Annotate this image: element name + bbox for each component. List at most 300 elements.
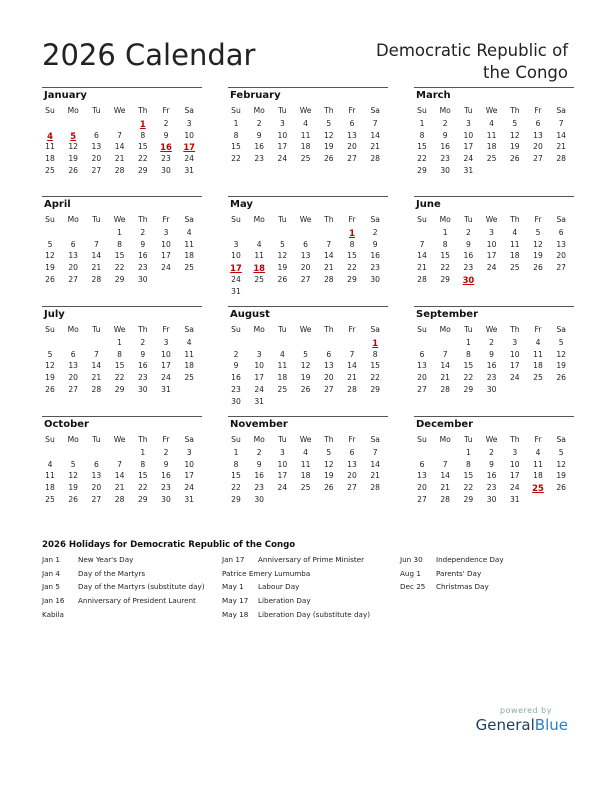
- month-name: December: [416, 419, 474, 430]
- weekday-label: Fr: [534, 325, 542, 334]
- day-cell: 14: [417, 251, 427, 261]
- day-cell: 7: [93, 239, 99, 249]
- day-cell: 2: [372, 228, 378, 237]
- day-cell: 13: [68, 361, 79, 371]
- day-cell: 3: [465, 119, 471, 128]
- day-cell: 3: [279, 448, 285, 457]
- day-cell: 10: [277, 130, 288, 140]
- weekday-label: Mo: [439, 106, 451, 115]
- day-cell: 18: [486, 142, 497, 152]
- day-cell: 20: [556, 251, 567, 261]
- holiday-column: [400, 553, 504, 594]
- day-cell: 30: [161, 494, 171, 504]
- holiday-date: Dec 25: [400, 582, 426, 592]
- holiday-name: Anniversary of President Laurent: [78, 596, 196, 606]
- day-cell: 25: [300, 483, 311, 493]
- holiday-column: [222, 553, 370, 621]
- weekday-label: Th: [510, 435, 520, 444]
- day-cell: 12: [323, 459, 334, 469]
- month-name: January: [44, 90, 87, 101]
- day-cell: 6: [558, 228, 564, 237]
- weekday-label: We: [113, 106, 126, 115]
- day-cell: 19: [323, 142, 334, 152]
- month-name: November: [230, 419, 288, 430]
- day-cell: 11: [254, 251, 265, 261]
- day-cell: 27: [91, 165, 102, 175]
- day-cell: 21: [440, 373, 451, 383]
- day-cell: 27: [533, 154, 543, 164]
- weekday-label: Sa: [370, 325, 380, 334]
- holiday-day-cell: 25: [532, 483, 544, 494]
- day-cell: 6: [303, 239, 309, 249]
- day-cell: 31: [184, 494, 195, 504]
- day-cell: 1: [117, 228, 123, 237]
- holiday-day-cell: 1: [139, 119, 146, 129]
- day-cell: 11: [486, 130, 497, 140]
- weekday-label: Tu: [278, 215, 287, 224]
- holiday-entry: [222, 567, 370, 581]
- day-cell: 11: [184, 349, 195, 359]
- day-cell: 29: [347, 274, 357, 284]
- day-cell: 1: [465, 448, 471, 457]
- day-cell: 5: [70, 459, 76, 469]
- weekday-label: Fr: [348, 435, 356, 444]
- day-cell: 23: [161, 483, 171, 493]
- day-cell: 3: [489, 228, 495, 237]
- weekday-label: Th: [138, 325, 148, 334]
- day-cell: 2: [140, 228, 146, 237]
- day-cell: 29: [231, 494, 241, 504]
- day-cell: 4: [489, 119, 495, 128]
- day-cell: 25: [486, 154, 497, 164]
- holiday-name: Kabila: [42, 609, 64, 619]
- holiday-name: Patrice Emery Lumumba: [222, 568, 311, 578]
- day-cell: 21: [323, 263, 334, 273]
- day-cell: 20: [323, 373, 334, 383]
- day-cell: 17: [277, 142, 288, 152]
- holiday-entry: [400, 553, 504, 567]
- weekday-label: Mo: [253, 435, 265, 444]
- day-cell: 16: [440, 142, 451, 152]
- holiday-date: Jun 30: [400, 555, 423, 564]
- holiday-date: Jan 1: [42, 555, 60, 564]
- weekday-label: Fr: [348, 106, 356, 115]
- day-cell: 19: [45, 373, 55, 383]
- day-cell: 20: [91, 483, 102, 493]
- weekday-label: We: [299, 435, 312, 444]
- day-cell: 7: [419, 239, 425, 249]
- day-cell: 13: [300, 251, 311, 261]
- day-cell: 29: [370, 384, 381, 394]
- day-cell: 20: [68, 263, 79, 273]
- day-cell: 30: [370, 274, 381, 284]
- day-cell: 4: [186, 338, 192, 347]
- day-cell: 3: [163, 228, 169, 237]
- day-cell: 11: [277, 361, 288, 371]
- day-cell: 12: [323, 130, 334, 140]
- day-cell: 10: [277, 459, 288, 469]
- day-cell: 16: [231, 373, 241, 383]
- day-cell: 6: [326, 349, 332, 359]
- day-cell: 15: [347, 251, 357, 261]
- day-cell: 18: [45, 154, 55, 164]
- day-cell: 13: [323, 361, 334, 371]
- day-cell: 17: [161, 361, 171, 371]
- holiday-entry: [42, 594, 205, 608]
- day-cell: 23: [370, 263, 381, 273]
- day-cell: 3: [256, 349, 262, 359]
- day-cell: 4: [279, 349, 285, 359]
- day-cell: 5: [512, 119, 518, 128]
- day-cell: 23: [254, 154, 265, 164]
- day-cell: 2: [163, 119, 169, 128]
- day-cell: 9: [465, 239, 471, 249]
- weekday-label: Sa: [556, 435, 566, 444]
- day-cell: 6: [419, 349, 425, 359]
- weekday-label: Th: [138, 215, 148, 224]
- day-cell: 6: [93, 130, 99, 140]
- day-cell: 1: [233, 448, 239, 457]
- day-cell: 28: [114, 494, 125, 504]
- day-cell: 30: [254, 494, 265, 504]
- day-cell: 21: [91, 373, 102, 383]
- day-cell: 26: [300, 384, 311, 394]
- holiday-day-cell: 17: [230, 263, 242, 274]
- day-cell: 14: [91, 251, 102, 261]
- day-cell: 2: [256, 448, 262, 457]
- day-cell: 29: [463, 494, 474, 504]
- day-cell: 12: [533, 239, 543, 249]
- day-cell: 20: [347, 471, 357, 481]
- day-cell: 19: [509, 142, 520, 152]
- weekday-label: Th: [324, 215, 334, 224]
- day-cell: 20: [533, 142, 543, 152]
- day-cell: 23: [254, 483, 265, 493]
- holiday-name: New Year's Day: [78, 555, 134, 564]
- day-cell: 13: [347, 459, 357, 469]
- day-cell: 18: [509, 251, 520, 261]
- day-cell: 14: [370, 130, 381, 140]
- day-cell: 20: [417, 373, 427, 383]
- day-cell: 16: [463, 251, 474, 261]
- weekday-label: Th: [510, 325, 520, 334]
- weekday-label: Tu: [464, 435, 473, 444]
- holiday-entry: [42, 608, 205, 622]
- weekday-label: Tu: [278, 106, 287, 115]
- holiday-name: Parents' Day: [436, 568, 482, 578]
- day-cell: 4: [303, 119, 309, 128]
- day-cell: 8: [117, 349, 123, 359]
- day-cell: 30: [231, 396, 241, 406]
- holiday-day-cell: 30: [462, 274, 475, 285]
- day-cell: 25: [45, 494, 55, 504]
- day-cell: 9: [372, 239, 378, 249]
- day-cell: 24: [277, 483, 288, 493]
- day-cell: 7: [93, 349, 99, 359]
- day-cell: 26: [45, 384, 55, 394]
- day-cell: 27: [68, 384, 79, 394]
- month-divider: [228, 196, 388, 197]
- day-cell: 7: [442, 349, 448, 359]
- weekday-label: Fr: [348, 325, 356, 334]
- day-cell: 10: [184, 459, 195, 469]
- day-cell: 19: [533, 251, 543, 261]
- day-cell: 10: [254, 361, 265, 371]
- day-cell: 8: [465, 349, 471, 359]
- month-divider: [414, 196, 574, 197]
- weekday-label: Fr: [162, 215, 170, 224]
- month-name: May: [230, 199, 253, 210]
- brand-blue: Blue: [534, 716, 568, 734]
- weekday-label: Mo: [253, 215, 265, 224]
- day-cell: 17: [254, 373, 265, 383]
- holiday-entry: [400, 567, 504, 581]
- weekday-label: Su: [231, 215, 241, 224]
- day-cell: 27: [347, 483, 357, 493]
- day-cell: 15: [440, 251, 451, 261]
- day-cell: 28: [370, 154, 381, 164]
- day-cell: 3: [512, 448, 518, 457]
- day-cell: 4: [256, 239, 262, 249]
- footer-brand: [428, 706, 568, 734]
- day-cell: 8: [442, 239, 448, 249]
- month-divider: [228, 416, 388, 417]
- weekday-label: Su: [231, 435, 241, 444]
- day-cell: 12: [68, 471, 79, 481]
- day-cell: 14: [323, 251, 334, 261]
- day-cell: 29: [137, 494, 148, 504]
- weekday-label: Th: [138, 106, 148, 115]
- day-cell: 26: [509, 154, 520, 164]
- day-cell: 9: [233, 361, 239, 371]
- holiday-day-cell: 4: [47, 130, 53, 141]
- weekday-label: We: [113, 435, 126, 444]
- day-cell: 19: [277, 263, 288, 273]
- day-cell: 16: [137, 251, 148, 261]
- page-title: 2026 Calendar: [42, 38, 256, 72]
- day-cell: 3: [279, 119, 285, 128]
- day-cell: 19: [300, 373, 311, 383]
- weekday-label: Mo: [439, 215, 451, 224]
- weekday-label: Su: [45, 215, 55, 224]
- day-cell: 22: [417, 154, 427, 164]
- day-cell: 5: [47, 349, 53, 359]
- day-cell: 24: [254, 384, 265, 394]
- day-cell: 18: [533, 471, 543, 481]
- day-cell: 2: [489, 338, 495, 347]
- holiday-entry: [42, 567, 205, 581]
- weekday-label: Fr: [162, 435, 170, 444]
- weekday-label: We: [485, 215, 498, 224]
- day-cell: 26: [45, 274, 55, 284]
- day-cell: 21: [370, 142, 381, 152]
- day-cell: 22: [440, 263, 451, 273]
- day-cell: 2: [140, 338, 146, 347]
- day-cell: 28: [417, 274, 427, 284]
- day-cell: 14: [347, 361, 357, 371]
- day-cell: 4: [47, 459, 53, 469]
- weekday-label: Th: [138, 435, 148, 444]
- day-cell: 6: [349, 448, 355, 457]
- day-cell: 9: [140, 349, 146, 359]
- day-cell: 25: [277, 384, 288, 394]
- day-cell: 8: [372, 349, 378, 359]
- day-cell: 20: [91, 154, 102, 164]
- weekday-label: We: [299, 325, 312, 334]
- day-cell: 2: [256, 119, 262, 128]
- day-cell: 11: [300, 459, 311, 469]
- day-cell: 21: [440, 483, 451, 493]
- month-name: June: [416, 199, 441, 210]
- day-cell: 25: [300, 154, 311, 164]
- weekday-label: Su: [417, 325, 427, 334]
- day-cell: 19: [323, 471, 334, 481]
- day-cell: 27: [323, 384, 334, 394]
- day-cell: 23: [137, 263, 148, 273]
- weekday-label: Su: [231, 106, 241, 115]
- day-cell: 28: [323, 274, 334, 284]
- holiday-date: May 18: [222, 609, 249, 619]
- day-cell: 30: [161, 165, 171, 175]
- day-cell: 15: [137, 471, 148, 481]
- brand-logo[interactable]: [476, 716, 568, 734]
- holiday-name: Day of the Martyrs (substitute day): [78, 582, 205, 592]
- day-cell: 28: [440, 494, 451, 504]
- day-cell: 15: [417, 142, 427, 152]
- day-cell: 22: [463, 483, 474, 493]
- brand-general: General: [475, 716, 535, 734]
- day-cell: 22: [137, 154, 148, 164]
- day-cell: 10: [161, 239, 171, 249]
- day-cell: 31: [463, 165, 474, 175]
- day-cell: 6: [349, 119, 355, 128]
- weekday-label: Mo: [67, 435, 79, 444]
- day-cell: 24: [161, 263, 171, 273]
- weekday-label: Sa: [370, 215, 380, 224]
- day-cell: 22: [231, 483, 241, 493]
- day-cell: 9: [442, 130, 448, 140]
- day-cell: 7: [349, 349, 355, 359]
- day-cell: 2: [442, 119, 448, 128]
- day-cell: 23: [440, 154, 451, 164]
- day-cell: 13: [91, 142, 102, 152]
- day-cell: 11: [533, 459, 543, 469]
- day-cell: 8: [140, 459, 146, 469]
- day-cell: 10: [184, 130, 195, 140]
- weekday-label: Sa: [370, 435, 380, 444]
- day-cell: 16: [370, 251, 381, 261]
- holiday-date: May 1: [222, 582, 244, 592]
- day-cell: 23: [486, 483, 497, 493]
- day-cell: 21: [370, 471, 381, 481]
- weekday-label: Th: [510, 215, 520, 224]
- weekday-label: Su: [417, 215, 427, 224]
- day-cell: 13: [68, 251, 79, 261]
- day-cell: 8: [233, 130, 239, 140]
- day-cell: 23: [137, 373, 148, 383]
- day-cell: 9: [256, 130, 262, 140]
- weekday-label: Fr: [534, 215, 542, 224]
- day-cell: 24: [486, 263, 497, 273]
- day-cell: 27: [556, 263, 567, 273]
- day-cell: 29: [417, 165, 427, 175]
- day-cell: 21: [91, 263, 102, 273]
- day-cell: 21: [556, 142, 567, 152]
- day-cell: 12: [509, 130, 520, 140]
- day-cell: 20: [300, 263, 311, 273]
- day-cell: 3: [233, 239, 239, 249]
- weekday-label: Mo: [253, 106, 265, 115]
- day-cell: 29: [440, 274, 451, 284]
- holiday-day-cell: 1: [372, 338, 379, 348]
- day-cell: 6: [93, 459, 99, 469]
- day-cell: 14: [440, 471, 451, 481]
- month-name: August: [230, 309, 270, 320]
- day-cell: 8: [140, 130, 146, 140]
- day-cell: 10: [509, 459, 520, 469]
- day-cell: 16: [254, 142, 265, 152]
- day-cell: 3: [512, 338, 518, 347]
- day-cell: 1: [442, 228, 448, 237]
- weekday-label: Sa: [556, 106, 566, 115]
- holiday-entry: [222, 608, 370, 622]
- day-cell: 29: [114, 384, 125, 394]
- day-cell: 1: [117, 338, 123, 347]
- day-cell: 9: [489, 349, 495, 359]
- day-cell: 25: [509, 263, 520, 273]
- weekday-label: Sa: [184, 215, 194, 224]
- holiday-name: Liberation Day (substitute day): [258, 609, 371, 619]
- weekday-label: Su: [417, 106, 427, 115]
- day-cell: 28: [91, 274, 102, 284]
- day-cell: 27: [417, 384, 427, 394]
- day-cell: 30: [486, 494, 497, 504]
- day-cell: 2: [465, 228, 471, 237]
- day-cell: 14: [440, 361, 451, 371]
- day-cell: 5: [326, 448, 332, 457]
- holiday-entry: [222, 580, 370, 594]
- day-cell: 6: [535, 119, 541, 128]
- day-cell: 22: [370, 373, 381, 383]
- weekday-label: Su: [231, 325, 241, 334]
- holiday-date: Jan 5: [42, 582, 60, 592]
- weekday-label: Tu: [92, 106, 101, 115]
- weekday-label: Tu: [278, 325, 287, 334]
- day-cell: 5: [535, 228, 541, 237]
- day-cell: 7: [326, 239, 332, 249]
- day-cell: 10: [486, 239, 497, 249]
- month-divider: [414, 306, 574, 307]
- month-divider: [42, 196, 202, 197]
- day-cell: 11: [533, 349, 543, 359]
- day-cell: 14: [114, 142, 125, 152]
- day-cell: 12: [68, 142, 79, 152]
- day-cell: 31: [231, 286, 241, 296]
- day-cell: 24: [277, 154, 288, 164]
- day-cell: 16: [137, 361, 148, 371]
- day-cell: 18: [45, 483, 55, 493]
- day-cell: 12: [45, 361, 55, 371]
- day-cell: 25: [184, 373, 195, 383]
- day-cell: 10: [161, 349, 171, 359]
- day-cell: 30: [137, 384, 148, 394]
- country-line-2: the Congo: [483, 63, 568, 82]
- holiday-day-cell: 17: [183, 142, 196, 153]
- weekday-label: Mo: [67, 325, 79, 334]
- day-cell: 11: [184, 239, 195, 249]
- weekday-label: Tu: [92, 215, 101, 224]
- day-cell: 13: [417, 471, 427, 481]
